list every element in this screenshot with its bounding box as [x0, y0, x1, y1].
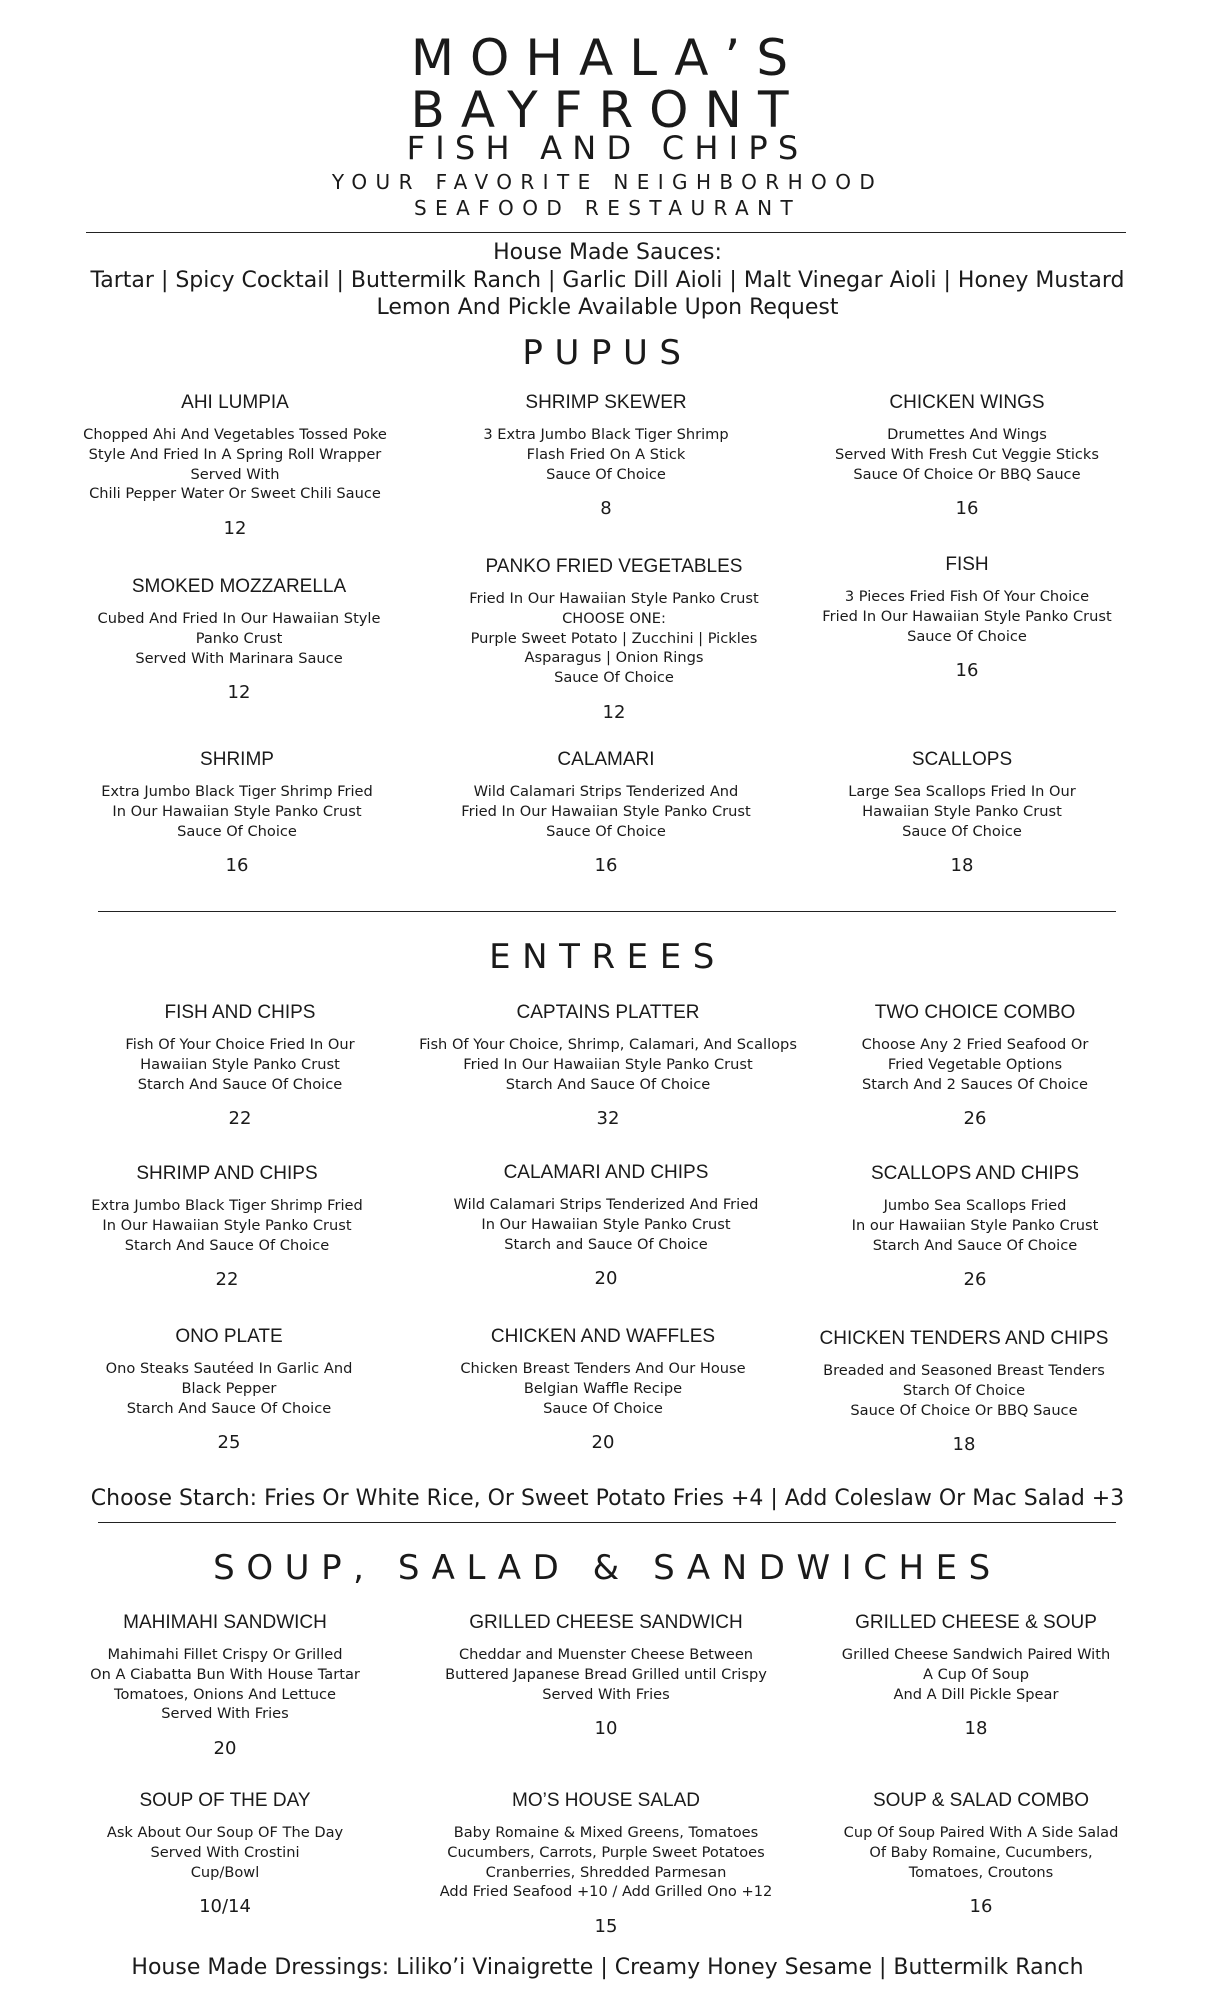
menu-item-description-line: In Our Hawaiian Style Panko Crust — [481, 1215, 731, 1233]
menu-item-description-line: Tomatoes, Onions And Lettuce — [114, 1685, 336, 1703]
menu-item-name: FISH AND CHIPS — [164, 1002, 316, 1023]
menu-item-price: 32 — [596, 1108, 620, 1130]
menu-item-description — [771, 1823, 1191, 1882]
menu-item-price: 16 — [225, 855, 249, 877]
menu-item-description-line: Fried Vegetable Options — [887, 1055, 1063, 1073]
menu-item-description-line: Cup Of Soup Paired With A Side Salad — [843, 1824, 1119, 1841]
menu-item-description-line: Style And Fried In A Spring Roll Wrapper — [88, 445, 382, 463]
menu-item — [757, 553, 1177, 682]
menu-item-name: SMOKED MOZZARELLA — [131, 576, 347, 597]
restaurant-subtitle: FISH AND CHIPS — [406, 129, 809, 167]
menu-item-name: CALAMARI — [557, 749, 655, 770]
menu-item-description-line: Purple Sweet Potato | Zucchini | Pickles — [470, 629, 758, 647]
menu-item-description-line: Extra Jumbo Black Tiger Shrimp Fried — [101, 783, 373, 800]
restaurant-name-line1: MOHALA’S — [410, 29, 805, 87]
menu-item-price: 20 — [591, 1432, 615, 1454]
menu-item-description-line: Starch And Sauce Of Choice — [126, 1399, 332, 1417]
section-title-entrees: ENTREES — [489, 937, 726, 977]
menu-item-description-line: Cranberries, Shredded Parmesan — [485, 1863, 727, 1881]
menu-item-description — [396, 1823, 816, 1902]
tagline-line2: SEAFOOD RESTAURANT — [413, 196, 802, 220]
menu-item-name: SHRIMP SKEWER — [525, 392, 687, 413]
menu-item-name: SCALLOPS AND CHIPS — [870, 1163, 1080, 1184]
menu-item-description-line: Extra Jumbo Black Tiger Shrimp Fried — [91, 1197, 363, 1214]
divider-header — [86, 232, 1126, 233]
menu-item-name: SHRIMP — [200, 749, 274, 770]
menu-item-description-line: In our Hawaiian Style Panko Crust — [851, 1216, 1099, 1234]
menu-item — [771, 1789, 1191, 1918]
menu-item-description-line: Cubed And Fried In Our Hawaiian Style — [97, 610, 381, 627]
menu-item-description-line: A Cup Of Soup — [923, 1665, 1029, 1683]
menu-item-description-line: Mahimahi Fillet Crispy Or Grilled — [107, 1646, 343, 1663]
divider-pupus — [98, 911, 1116, 912]
menu-item-price: 16 — [969, 1896, 993, 1918]
menu-item-price: 26 — [963, 1269, 987, 1291]
menu-item-name: MO’S HOUSE SALAD — [512, 1790, 700, 1811]
menu-item-description-line: Fried In Our Hawaiian Style Panko Crust — [822, 607, 1112, 625]
menu-item-name: PANKO FRIED VEGETABLES — [485, 556, 743, 577]
menu-item-name: GRILLED CHEESE SANDWICH — [469, 1612, 743, 1633]
menu-item-name: CHICKEN AND WAFFLES — [490, 1326, 716, 1347]
menu-item-description-line: Starch and Sauce Of Choice — [504, 1235, 708, 1253]
menu-item-price: 26 — [963, 1108, 987, 1130]
menu-item-price: 12 — [227, 682, 251, 704]
menu-item-description-line: Hawaiian Style Panko Crust — [862, 802, 1062, 820]
menu-item-description — [754, 1361, 1174, 1420]
menu-item-description-line: On A Ciabatta Bun With House Tartar — [90, 1665, 360, 1683]
menu-item-description — [765, 1035, 1185, 1094]
menu-item-price: 22 — [228, 1108, 252, 1130]
menu-item — [396, 1611, 816, 1740]
sauces-list: Tartar | Spicy Cocktail | Buttermilk Ranch | Garlic Dill Aioli | Malt Vinegar Aioli | Honey Mustard — [90, 268, 1125, 293]
menu-item-name: TWO CHOICE COMBO — [874, 1002, 1076, 1023]
menu-item-name: MAHIMAHI SANDWICH — [123, 1612, 327, 1633]
menu-item — [29, 575, 449, 704]
menu-item — [25, 391, 445, 540]
menu-item — [765, 1001, 1185, 1130]
menu-item-description-line: Ono Steaks Sautéed In Garlic And — [105, 1360, 353, 1377]
menu-item — [17, 1162, 437, 1291]
menu-item-description-line: Fish Of Your Choice, Shrimp, Calamari, And Scallops — [419, 1036, 797, 1053]
menu-item-description-line: Chopped Ahi And Vegetables Tossed Poke — [83, 426, 387, 443]
menu-item-description-line: Asparagus | Onion Rings — [524, 649, 704, 667]
menu-item-description-line: CHOOSE ONE: — [562, 609, 666, 627]
menu-item-description-line: In Our Hawaiian Style Panko Crust — [102, 1216, 352, 1234]
menu-item-name: FISH — [945, 554, 989, 575]
menu-item-description-line: Choose Any 2 Fried Seafood Or — [861, 1036, 1089, 1053]
menu-item-price: 16 — [955, 660, 979, 682]
menu-item-description-line: Starch And Sauce Of Choice — [124, 1236, 330, 1254]
menu-item-description-line: Black Pepper — [181, 1379, 277, 1397]
menu-item-description-line: Belgian Waffle Recipe — [523, 1379, 683, 1397]
menu-item-price: 25 — [217, 1432, 241, 1454]
menu-item — [393, 1325, 813, 1454]
menu-item-description-line: And A Dill Pickle Spear — [893, 1685, 1059, 1703]
menu-item-description-line: Add Fried Seafood +10 / Add Grilled Ono +12 — [439, 1883, 773, 1901]
menu-item-description-line: Sauce Of Choice Or BBQ Sauce — [853, 465, 1081, 483]
menu-item — [757, 391, 1177, 520]
menu-item-description — [396, 425, 816, 484]
menu-item-description — [15, 1645, 435, 1724]
menu-item-description-line: Cucumbers, Carrots, Purple Sweet Potatoes — [447, 1843, 765, 1861]
menu-item-price: 10 — [594, 1718, 618, 1740]
menu-item-description-line: Starch And Sauce Of Choice — [137, 1075, 343, 1093]
menu-item-price: 20 — [213, 1738, 237, 1760]
menu-item-description-line: Served With Marinara Sauce — [135, 649, 343, 667]
menu-item — [766, 1611, 1186, 1740]
menu-item-price: 20 — [594, 1268, 618, 1290]
menu-item-price: 18 — [950, 855, 974, 877]
menu-item-description-line: Served With Fresh Cut Veggie Sticks — [835, 445, 1099, 463]
menu-item-description-line: Wild Calamari Strips Tenderized And Fried — [453, 1196, 759, 1213]
menu-item-description-line: Tomatoes, Croutons — [908, 1863, 1054, 1881]
menu-item-price: 22 — [215, 1269, 239, 1291]
menu-item-description-line: Large Sea Scallops Fried In Our — [848, 783, 1076, 800]
menu-item-price: 10/14 — [199, 1896, 251, 1918]
menu-item-description — [29, 609, 449, 668]
menu-item-description — [27, 782, 447, 841]
menu-item-description-line: Sauce Of Choice — [554, 669, 674, 687]
menu-item-description — [757, 587, 1177, 646]
menu-item-name: ONO PLATE — [175, 1326, 283, 1347]
menu-item-name: SOUP & SALAD COMBO — [872, 1790, 1090, 1811]
section-title-soup-salad: SOUP, SALAD & SANDWICHES — [213, 1548, 1002, 1588]
menu-item-description-line: Hawaiian Style Panko Crust — [140, 1055, 340, 1073]
menu-item-description — [396, 1645, 816, 1704]
menu-item — [396, 1161, 816, 1290]
starch-note: Choose Starch: Fries Or White Rice, Or Sweet Potato Fries +4 | Add Coleslaw Or Mac Salad +3 — [90, 1486, 1125, 1511]
menu-item-name: CAPTAINS PLATTER — [516, 1002, 700, 1023]
menu-item-name: SCALLOPS — [911, 749, 1013, 770]
menu-item — [754, 1327, 1174, 1456]
menu-item-name: CHICKEN WINGS — [889, 392, 1045, 413]
menu-item-description-line: Sauce Of Choice — [907, 627, 1027, 645]
restaurant-name-line2: BAYFRONT — [410, 81, 805, 139]
menu-item — [15, 1611, 435, 1760]
menu-item-description — [765, 1196, 1185, 1255]
menu-item-description-line: Served With Crostini — [150, 1843, 300, 1861]
sauces-heading: House Made Sauces: — [493, 240, 722, 265]
menu-item-description-line: Jumbo Sea Scallops Fried — [883, 1197, 1067, 1214]
menu-item-description-line: Grilled Cheese Sandwich Paired With — [841, 1646, 1111, 1663]
menu-item-description-line: Sauce Of Choice — [546, 465, 666, 483]
menu-item-description — [393, 1359, 813, 1418]
section-title-pupus: PUPUS — [522, 333, 693, 373]
menu-item-description-line: Starch And Sauce Of Choice — [505, 1075, 711, 1093]
menu-item-description — [757, 425, 1177, 484]
divider-entrees — [98, 1522, 1116, 1523]
menu-item-description-line: Served With — [190, 465, 280, 483]
menu-item-description-line: Ask About Our Soup OF The Day — [106, 1824, 344, 1841]
menu-item-description-line: 3 Extra Jumbo Black Tiger Shrimp — [483, 426, 729, 443]
menu-item — [765, 1162, 1185, 1291]
menu-item-description — [17, 1196, 437, 1255]
dressings-note: House Made Dressings: Liliko’i Vinaigrette | Creamy Honey Sesame | Buttermilk Ranch — [131, 1955, 1084, 1980]
menu-item-price: 18 — [952, 1434, 976, 1456]
menu-item-description-line: Sauce Of Choice — [902, 822, 1022, 840]
menu-item-description — [19, 1359, 439, 1418]
menu-item-description-line: Wild Calamari Strips Tenderized And — [473, 783, 739, 800]
menu-item-description-line: Baby Romaine & Mixed Greens, Tomatoes — [453, 1824, 759, 1841]
menu-item-price: 16 — [594, 855, 618, 877]
menu-item-description-line: Fried In Our Hawaiian Style Panko Crust — [461, 802, 751, 820]
menu-item-description — [752, 782, 1172, 841]
tagline-line1: YOUR FAVORITE NEIGHBORHOOD — [331, 170, 884, 194]
menu-item-description — [396, 1195, 816, 1254]
menu-item-description-line: Drumettes And Wings — [887, 426, 1047, 443]
menu-item — [19, 1325, 439, 1454]
menu-item-description-line: Breaded and Seasoned Breast Tenders — [823, 1362, 1105, 1379]
menu-item-name: SHRIMP AND CHIPS — [136, 1163, 318, 1184]
menu-item-description-line: Panko Crust — [195, 629, 283, 647]
menu-item-description-line: Chicken Breast Tenders And Our House — [460, 1360, 746, 1377]
menu-item-description-line: Cup/Bowl — [190, 1863, 260, 1881]
menu-item-description-line: Chili Pepper Water Or Sweet Chili Sauce — [89, 485, 381, 503]
menu-item-name: CALAMARI AND CHIPS — [503, 1162, 709, 1183]
menu-item-name: SOUP OF THE DAY — [139, 1790, 311, 1811]
menu-item-price: 8 — [600, 498, 612, 520]
menu-item-description-line: Sauce Of Choice — [546, 822, 666, 840]
menu-item-description — [766, 1645, 1186, 1704]
menu-item-price: 16 — [955, 498, 979, 520]
menu-item-description-line: Fish Of Your Choice Fried In Our — [125, 1036, 355, 1053]
menu-item-price: 12 — [602, 701, 626, 723]
menu-item — [398, 1001, 818, 1130]
menu-item-description-line: In Our Hawaiian Style Panko Crust — [112, 802, 362, 820]
menu-item-description — [398, 1035, 818, 1094]
menu-item-description-line: Starch And 2 Sauces Of Choice — [862, 1075, 1088, 1093]
menu-item-description — [25, 425, 445, 504]
menu-item-description-line: Buttered Japanese Bread Grilled until Crispy — [445, 1665, 767, 1683]
menu-item-description-line: Fried In Our Hawaiian Style Panko Crust — [463, 1055, 753, 1073]
menu-item-name: GRILLED CHEESE & SOUP — [855, 1612, 1097, 1633]
menu-item — [752, 748, 1172, 877]
menu-item-description — [30, 1035, 450, 1094]
menu-item-price: 15 — [594, 1916, 618, 1938]
menu-item-description-line: Starch And Sauce Of Choice — [872, 1236, 1078, 1254]
menu-item-description-line: Served With Fries — [542, 1685, 670, 1703]
menu-item-description-line: Cheddar and Muenster Cheese Between — [458, 1646, 754, 1663]
menu-item-description-line: Sauce Of Choice — [177, 822, 297, 840]
menu-item-price: 18 — [964, 1718, 988, 1740]
menu-item — [396, 391, 816, 520]
menu-item — [27, 748, 447, 877]
menu-item-description-line: Starch Of Choice — [902, 1381, 1026, 1399]
menu-item-description-line: Served With Fries — [161, 1705, 289, 1723]
sauces-note: Lemon And Pickle Available Upon Request — [376, 295, 839, 320]
menu-item — [30, 1001, 450, 1130]
menu-item — [396, 1789, 816, 1938]
menu-item-description-line: Sauce Of Choice Or BBQ Sauce — [850, 1401, 1078, 1419]
menu-item-price: 12 — [223, 518, 247, 540]
menu-item-description — [15, 1823, 435, 1882]
menu-item — [15, 1789, 435, 1918]
menu-item-description-line: Of Baby Romaine, Cucumbers, — [869, 1843, 1093, 1861]
menu-item-description-line: Flash Fried On A Stick — [526, 445, 686, 463]
menu-item-description-line: Fried In Our Hawaiian Style Panko Crust — [469, 590, 759, 607]
menu-item-name: CHICKEN TENDERS AND CHIPS — [819, 1328, 1109, 1349]
menu-item-name: AHI LUMPIA — [181, 392, 289, 413]
menu-item-description-line: 3 Pieces Fried Fish Of Your Choice — [844, 588, 1090, 605]
menu-item-description-line: Sauce Of Choice — [543, 1399, 663, 1417]
